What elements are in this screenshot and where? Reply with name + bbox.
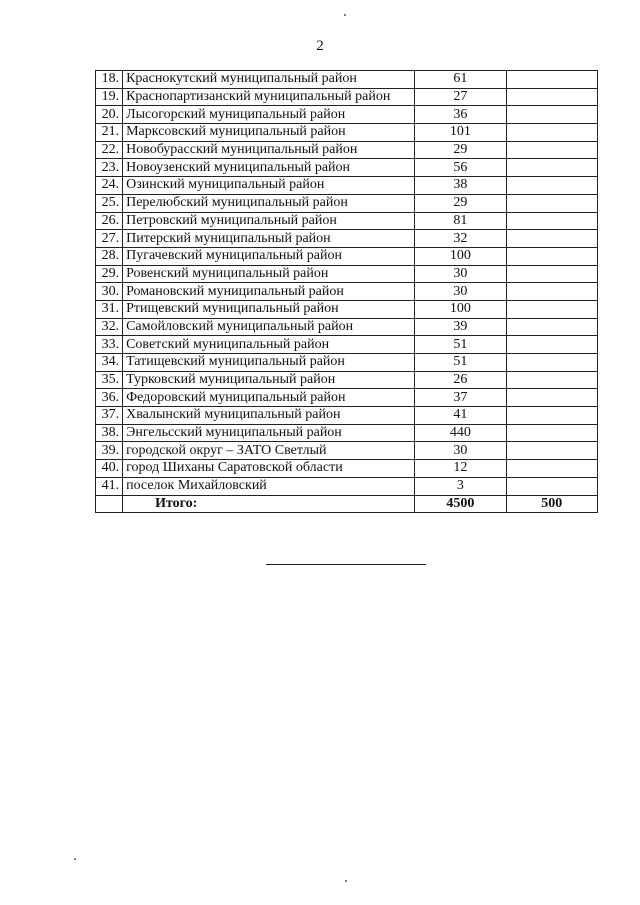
district-name: Марксовский муниципальный район bbox=[123, 124, 415, 142]
district-extra bbox=[506, 336, 597, 354]
total-qty: 4500 bbox=[415, 495, 506, 513]
district-name: городской округ – ЗАТО Светлый bbox=[123, 442, 415, 460]
table-row bbox=[96, 124, 598, 142]
district-extra bbox=[506, 283, 597, 301]
district-qty: 61 bbox=[415, 71, 506, 89]
district-name: Романовский муниципальный район bbox=[123, 283, 415, 301]
district-qty: 36 bbox=[415, 106, 506, 124]
district-qty: 30 bbox=[415, 265, 506, 283]
table-row bbox=[96, 460, 598, 478]
district-extra bbox=[506, 354, 597, 372]
district-name: Пугачевский муниципальный район bbox=[123, 247, 415, 265]
district-qty: 41 bbox=[415, 407, 506, 425]
district-name: поселок Михайловский bbox=[123, 477, 415, 495]
row-number: 40. bbox=[96, 460, 123, 478]
district-extra bbox=[506, 71, 597, 89]
scan-speck bbox=[344, 14, 346, 16]
total-label: Итого: bbox=[123, 495, 415, 513]
district-name: Татищевский муниципальный район bbox=[123, 354, 415, 372]
table-row bbox=[96, 177, 598, 195]
table-row bbox=[96, 318, 598, 336]
table-row bbox=[96, 247, 598, 265]
district-extra bbox=[506, 124, 597, 142]
district-extra bbox=[506, 106, 597, 124]
row-number: 19. bbox=[96, 88, 123, 106]
district-name: Энгельсский муниципальный район bbox=[123, 424, 415, 442]
row-number: 20. bbox=[96, 106, 123, 124]
district-extra bbox=[506, 247, 597, 265]
district-extra bbox=[506, 318, 597, 336]
row-number: 18. bbox=[96, 71, 123, 89]
row-number: 26. bbox=[96, 212, 123, 230]
district-name: Краснопартизанский муниципальный район bbox=[123, 88, 415, 106]
district-extra bbox=[506, 300, 597, 318]
district-extra bbox=[506, 389, 597, 407]
district-extra bbox=[506, 88, 597, 106]
scan-speck bbox=[74, 858, 76, 860]
district-extra bbox=[506, 460, 597, 478]
district-name: Питерский муниципальный район bbox=[123, 230, 415, 248]
row-number: 28. bbox=[96, 247, 123, 265]
row-number: 27. bbox=[96, 230, 123, 248]
table-row bbox=[96, 71, 598, 89]
district-name: Новобурасский муниципальный район bbox=[123, 141, 415, 159]
district-extra bbox=[506, 194, 597, 212]
table-row bbox=[96, 477, 598, 495]
row-number: 32. bbox=[96, 318, 123, 336]
table-row bbox=[96, 371, 598, 389]
district-qty: 51 bbox=[415, 336, 506, 354]
row-number: 33. bbox=[96, 336, 123, 354]
district-qty: 51 bbox=[415, 354, 506, 372]
district-name: Озинский муниципальный район bbox=[123, 177, 415, 195]
signature-line bbox=[266, 564, 426, 565]
district-name: Федоровский муниципальный район bbox=[123, 389, 415, 407]
district-qty: 81 bbox=[415, 212, 506, 230]
district-name: Советский муниципальный район bbox=[123, 336, 415, 354]
district-name: Хвалынский муниципальный район bbox=[123, 407, 415, 425]
row-number: 36. bbox=[96, 389, 123, 407]
row-number: 22. bbox=[96, 141, 123, 159]
district-qty: 29 bbox=[415, 194, 506, 212]
district-qty: 38 bbox=[415, 177, 506, 195]
table-row bbox=[96, 88, 598, 106]
district-extra bbox=[506, 477, 597, 495]
table-row bbox=[96, 300, 598, 318]
table-row bbox=[96, 424, 598, 442]
district-name: Петровский муниципальный район bbox=[123, 212, 415, 230]
scan-speck bbox=[345, 880, 347, 882]
table-row bbox=[96, 442, 598, 460]
table-row bbox=[96, 141, 598, 159]
table-row bbox=[96, 336, 598, 354]
table-row bbox=[96, 194, 598, 212]
district-qty: 56 bbox=[415, 159, 506, 177]
district-extra bbox=[506, 424, 597, 442]
district-name: город Шиханы Саратовской области bbox=[123, 460, 415, 478]
district-extra bbox=[506, 177, 597, 195]
district-qty: 100 bbox=[415, 247, 506, 265]
district-qty: 32 bbox=[415, 230, 506, 248]
district-name: Перелюбский муниципальный район bbox=[123, 194, 415, 212]
district-extra bbox=[506, 442, 597, 460]
district-qty: 100 bbox=[415, 300, 506, 318]
row-number: 37. bbox=[96, 407, 123, 425]
district-qty: 12 bbox=[415, 460, 506, 478]
row-number: 34. bbox=[96, 354, 123, 372]
district-name: Турковский муниципальный район bbox=[123, 371, 415, 389]
table-row bbox=[96, 354, 598, 372]
row-number: 31. bbox=[96, 300, 123, 318]
district-qty: 30 bbox=[415, 442, 506, 460]
total-row bbox=[96, 495, 598, 513]
district-name: Самойловский муниципальный район bbox=[123, 318, 415, 336]
table-row bbox=[96, 407, 598, 425]
district-qty: 27 bbox=[415, 88, 506, 106]
district-name: Лысогорский муниципальный район bbox=[123, 106, 415, 124]
district-name: Ртищевский муниципальный район bbox=[123, 300, 415, 318]
row-number: 23. bbox=[96, 159, 123, 177]
table-row bbox=[96, 230, 598, 248]
district-extra bbox=[506, 265, 597, 283]
table-row bbox=[96, 265, 598, 283]
row-number: 24. bbox=[96, 177, 123, 195]
row-number: 30. bbox=[96, 283, 123, 301]
total-num-cell bbox=[96, 495, 123, 513]
district-name: Ровенский муниципальный район bbox=[123, 265, 415, 283]
table-row bbox=[96, 283, 598, 301]
district-qty: 26 bbox=[415, 371, 506, 389]
district-qty: 39 bbox=[415, 318, 506, 336]
table-row bbox=[96, 159, 598, 177]
row-number: 38. bbox=[96, 424, 123, 442]
districts-table bbox=[95, 70, 598, 513]
district-qty: 37 bbox=[415, 389, 506, 407]
district-qty: 440 bbox=[415, 424, 506, 442]
district-extra bbox=[506, 212, 597, 230]
district-name: Новоузенский муниципальный район bbox=[123, 159, 415, 177]
district-name: Краснокутский муниципальный район bbox=[123, 71, 415, 89]
table-row bbox=[96, 212, 598, 230]
district-qty: 3 bbox=[415, 477, 506, 495]
district-extra bbox=[506, 159, 597, 177]
row-number: 41. bbox=[96, 477, 123, 495]
row-number: 21. bbox=[96, 124, 123, 142]
district-extra bbox=[506, 407, 597, 425]
row-number: 35. bbox=[96, 371, 123, 389]
district-qty: 101 bbox=[415, 124, 506, 142]
table-row bbox=[96, 389, 598, 407]
total-extra: 500 bbox=[506, 495, 597, 513]
page-number: 2 bbox=[316, 38, 324, 54]
row-number: 29. bbox=[96, 265, 123, 283]
row-number: 39. bbox=[96, 442, 123, 460]
district-qty: 30 bbox=[415, 283, 506, 301]
table-body bbox=[96, 71, 598, 513]
district-extra bbox=[506, 141, 597, 159]
row-number: 25. bbox=[96, 194, 123, 212]
district-qty: 29 bbox=[415, 141, 506, 159]
district-extra bbox=[506, 371, 597, 389]
table-row bbox=[96, 106, 598, 124]
district-extra bbox=[506, 230, 597, 248]
